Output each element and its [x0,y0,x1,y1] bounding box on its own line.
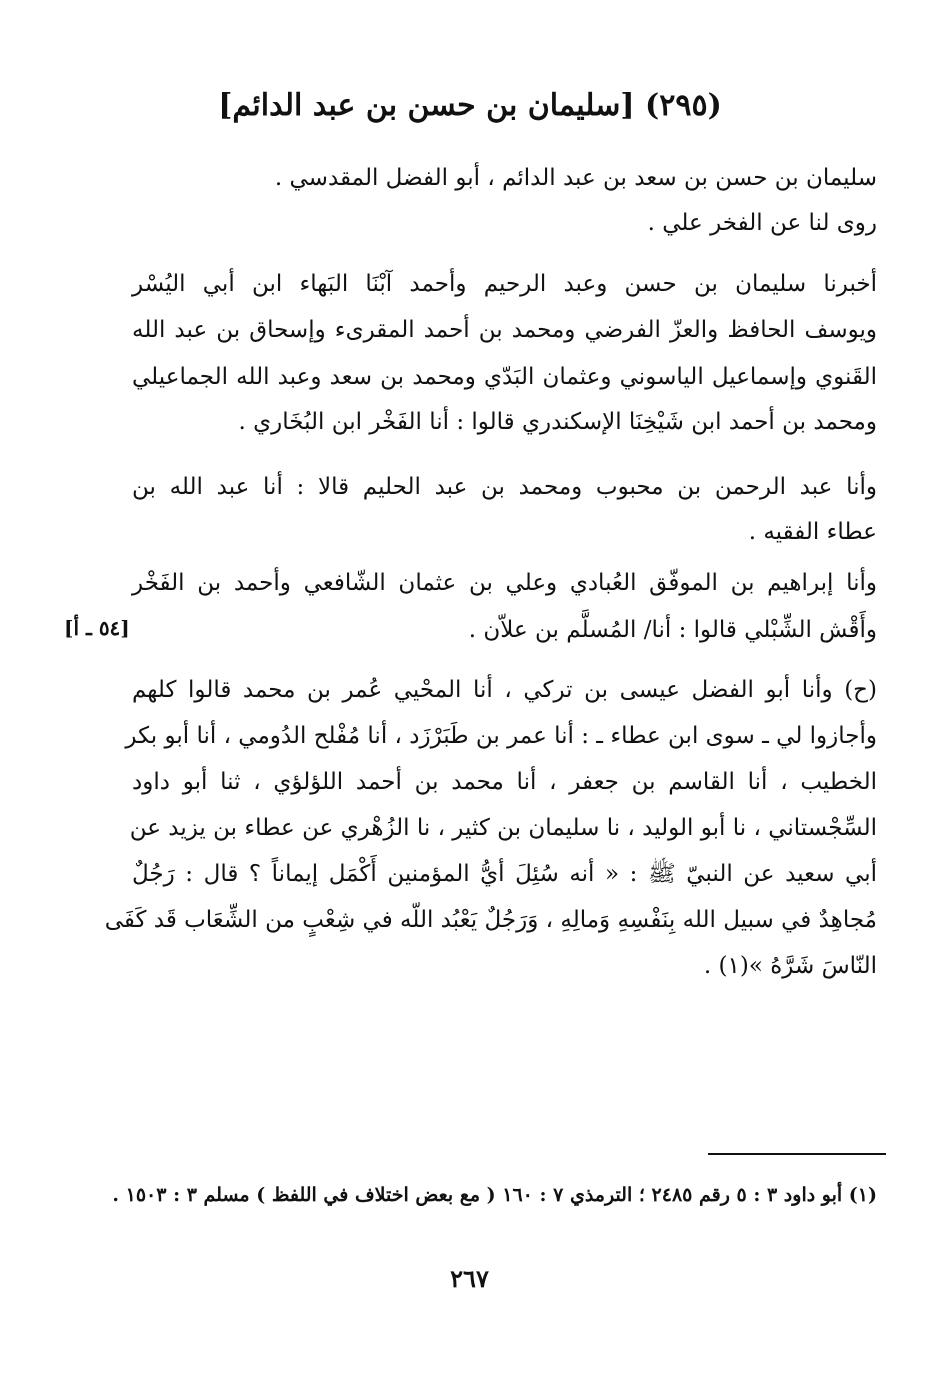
text-line: وأنا عبد الرحمن بن محبوب ومحمد بن عبد الحليم قالا : أنا عبد الله بن [132,474,877,500]
text-line: سليمان بن حسن بن سعد بن عبد الدائم ، أبو الفضل المقدسي . [274,165,877,191]
text-line: وأَقْش الشِّبْلي قالوا : أنا/ المُسلَّم بن علاّن . [468,617,877,643]
entry-title: (٢٩٥) [سليمان بن حسن بن عبد الدائم] [218,88,722,123]
text-line: وأنا إبراهيم بن الموفّق العُبادي وعلي بن عثمان الشّافعي وأحمد بن الفَخْر [132,570,877,596]
text-line: القَنوي وإسماعيل الياسوني وعثمان البَدّي ومحمد بن سعد وعبد الله الجماعيلي [132,364,877,390]
text-line: مُجاهِدٌ في سبيل الله بِنَفْسِهِ وَمالِهِ ، وَرَجُلٌ يَعْبُد اللّه في شِعْبٍ من الشِّعَاب قَد كَفَى [104,907,877,933]
text-line: أخبرنا سليمان بن حسن وعبد الرحيم وأحمد آبْنَا البَهاء ابن أبي اليُسْر [132,271,877,297]
text-line: السِّجْستاني ، نا أبو الوليد ، نا سليمان بن كثير ، نا الزُهْري عن عطاء بن يزيد عن [129,815,877,841]
text-line: عطاء الفقيه . [748,519,877,545]
manuscript-folio-marker: [٥٤ ـ أ] [64,616,130,640]
text-line: روى لنا عن الفخر علي . [647,210,877,236]
text-line: ومحمد بن أحمد ابن شَيْخِنَا الإسكندري قالوا : أنا الفَخْر ابن البُخَاري . [238,409,877,435]
text-line: النّاسَ شَرَّهُ »(١) . [703,953,877,979]
text-line: ويوسف الحافظ والعزّ الفرضي ومحمد بن أحمد المقرىء وإسحاق بن عبد الله [132,317,877,343]
text-line: الخطيب ، أنا القاسم بن جعفر ، أنا محمد بن أحمد اللؤلؤي ، ثنا أبو داود [132,769,877,795]
text-line: وأجازوا لي ـ سوى ابن عطاء ـ : أنا عمر بن طَبَرْزَد ، أنا مُفْلح الدُومي ، أنا أبو بكر [125,723,877,749]
footnote-separator [708,1153,886,1155]
page-number: ٢٦٧ [450,1264,489,1293]
text-line: (ح) وأنا أبو الفضل عيسى بن تركي ، أنا المحْيي عُمر بن محمد قالوا كلهم [132,677,877,703]
footnote: (١) أبو داود ٣ : ٥ رقم ٢٤٨٥ ؛ الترمذي ٧ : ١٦٠ ( مع بعض اختلاف في اللفظ ) مسلم ٣ : ١٥٠٣ . [112,1184,877,1206]
text-line: أبي سعيد عن النبيّ ﷺ : « أنه سُئِلَ أيُّ المؤمنين أَكْمَل إيماناً ؟ قال : رَجُلٌ [132,861,877,887]
